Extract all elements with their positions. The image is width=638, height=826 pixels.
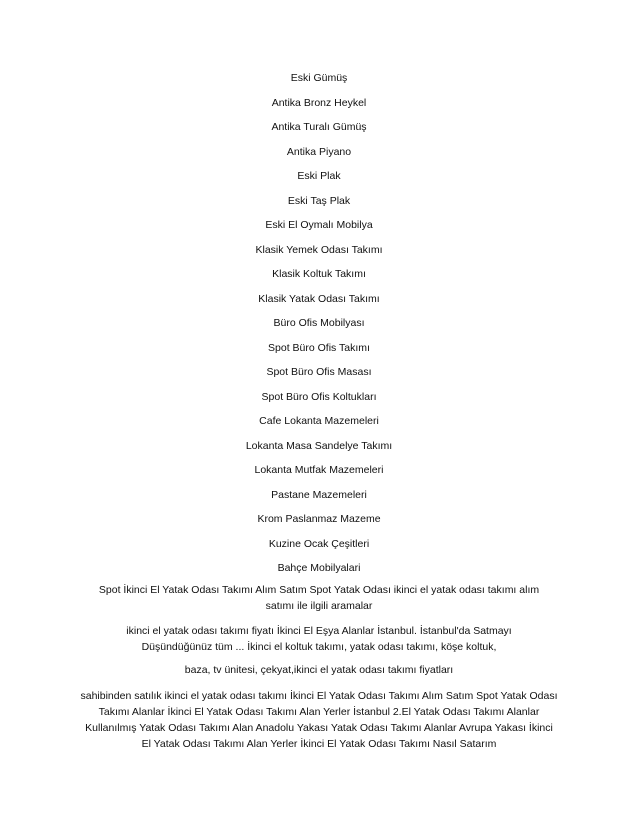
list-item: Cafe Lokanta Mazemeleri (259, 415, 379, 427)
list-item: Eski Taş Plak (287, 194, 351, 207)
body-paragraph: ikinci el yatak odası takımı fiyatı İkinci El Eşya Alanlar İstanbul. İstanbul'da Satmayı Düşündüğünüz tüm ... İkinci el koltuk takımı, yatak odası takımı, köşe koltuk, (126, 625, 512, 653)
list-item: Eski Plak (297, 170, 341, 182)
list-item: Klasik Yemek Odası Takımı (255, 243, 383, 256)
list-item: Kuzine Ocak Çeşitleri (268, 537, 370, 550)
body-paragraph: Spot İkinci El Yatak Odası Takımı Alım Satım Spot Yatak Odası ikinci el yatak odası takımı alım satımı ile ilgili aramalar (98, 584, 540, 612)
list-item: Antika Turalı Gümüş (271, 121, 367, 133)
item-list (0, 72, 638, 587)
body-paragraph: sahibinden satılık ikinci el yatak odası takımı İkinci El Yatak Odası Takımı Alım Satım Spot Yatak Odası Takımı Alanlar İkinci El Yatak Odası Takımı Alan Yerler İstanbul 2.El Yatak Odası Takımı Alanlar Kullanılmış Yatak Odası Takımı Alan Anadolu Yakası Yatak Odası Takımı Alanlar Avrupa Yakası İkinci El Yatak Odası Takımı Alan Yerler İkinci El Yatak Odası Takımı Nasıl Satarım (80, 690, 558, 750)
list-item: Klasik Koltuk Takımı (272, 268, 366, 280)
list-item: Spot Büro Ofis Koltukları (261, 390, 377, 403)
list-item: Pastane Mazemeleri (271, 488, 367, 501)
body-paragraph: baza, tv ünitesi, çekyat,ikinci el yatak odası takımı fiyatları (184, 664, 454, 676)
list-item: Lokanta Masa Sandelye Takımı (245, 439, 393, 452)
list-item: Antika Bronz Heykel (271, 96, 367, 109)
list-item: Eski Gümüş (290, 72, 348, 84)
list-item: Spot Büro Ofis Takımı (268, 341, 370, 354)
list-item: Lokanta Mutfak Mazemeleri (254, 464, 384, 476)
list-item: Krom Paslanmaz Mazeme (257, 513, 381, 525)
list-item: Eski El Oymalı Mobilya (265, 219, 373, 231)
list-item: Antika Piyano (286, 145, 352, 158)
list-item: Büro Ofis Mobilyası (273, 317, 365, 329)
list-item: Klasik Yatak Odası Takımı (258, 292, 380, 305)
list-item: Spot Büro Ofis Masası (266, 366, 372, 378)
list-item: Bahçe Mobilyalari (277, 562, 361, 574)
